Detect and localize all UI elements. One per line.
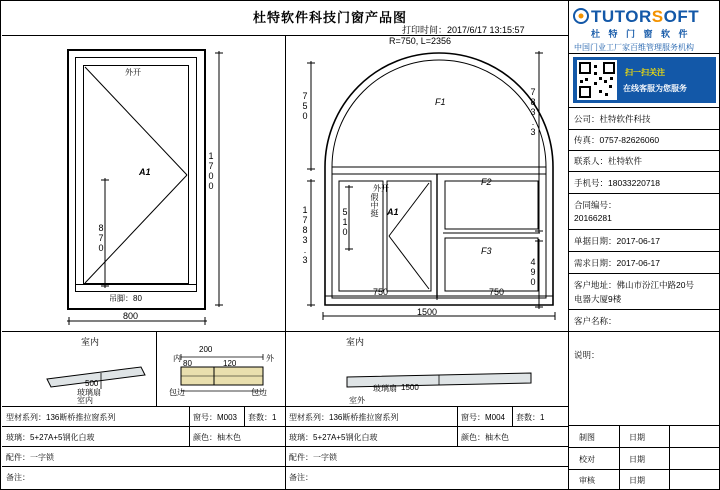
detail-left-glass-note: 玻璃扇 [77,388,101,397]
spec-col-line-l1 [189,406,190,446]
spec-left-r0c3: 套数：1 [248,413,277,422]
qr-line1: 扫一扫关注 [625,68,665,77]
spec-col-line-r1 [457,406,458,446]
detail-left-indoor: 室内 [81,337,100,347]
company-row-0: 公司：杜特软件科技 [574,114,651,124]
company-row-1: 传真：0757-82626060 [574,135,660,145]
right-f3-label: F3 [481,246,492,256]
company-row-5: 20166281 [574,213,612,223]
spec-right-r3c1: 备注： [289,473,313,482]
right-arc-label: R=750, L=2356 [389,36,452,46]
left-inner-top [75,57,197,58]
left-inner-bottom [75,291,197,292]
divider-detail-1 [156,331,157,406]
company-row-4: 合同编号： [574,200,617,210]
right-divider-10 [569,309,720,310]
divider-middle [285,35,286,331]
company-row-8: 客户地址：佛山市汾江中路20号 [574,280,694,290]
right-dim-750-top-label: 750 [300,91,310,121]
approval-date-0: 日期 [629,433,645,442]
spec-left-r0c1: 型材系列：136断桥推拉窗系列 [6,413,116,422]
right-divider-2 [569,107,720,108]
qr-code-icon[interactable] [577,60,617,100]
detail-top-dim: 200 [199,345,213,354]
right-divider-3 [569,129,720,130]
left-frame-top [67,49,205,51]
right-sash-label: A1 [387,207,399,217]
brand-logo-icon [573,7,589,25]
right-dim-750-right-label: 750 [489,287,505,297]
right-divider-12 [569,425,720,426]
detail-right-glass-note: 玻璃扇 [373,384,397,393]
company-row-7: 需求日期：2017-06-17 [574,258,660,268]
right-dim-490-label: 490 [528,257,538,287]
left-open-label: 外开 [125,68,141,77]
spec-col-line-r2 [512,406,513,426]
right-divider-9 [569,273,720,274]
right-fake-mullion-label: 假中挺 [370,193,379,217]
brand-tagline: 中国门业工厂家百维管理服务机构 [574,43,694,52]
company-row-2: 联系人：杜特软件 [574,156,643,166]
detail-inside-label: 内 [173,354,181,363]
spec-right-r1c1: 玻璃：5+27A+5钢化白玻 [289,433,378,442]
spec-left-r1c1: 玻璃：5+27A+5钢化白玻 [6,433,95,442]
approval-row-1 [569,447,720,448]
print-time: 打印时间：2017/6/17 13:15:57 [402,25,525,35]
right-divider-4 [569,150,720,151]
spec-right-r0c3: 套数：1 [516,413,545,422]
approval-label-1: 校对 [579,455,595,464]
right-open-label: 外开 [373,184,389,193]
company-row-10: 客户名称： [574,316,617,326]
right-dim-bottom-halves [319,289,559,303]
left-sash-label: A1 [139,167,151,177]
spec-left-r0c2: 窗号：M003 [193,413,238,422]
detail-right-section [341,363,541,397]
left-dim-sash-label: 870 [96,223,106,253]
spec-row-line-3 [2,466,568,467]
right-dim-510-label: 510 [340,207,350,237]
right-divider-1 [569,53,720,54]
approval-label-0: 制图 [579,433,595,442]
detail-right-dim-120: 120 [223,359,237,368]
spec-left-r2c1: 配件：一字锁 [6,453,54,462]
spec-row-line-1 [2,426,568,427]
right-divider-6 [569,193,720,194]
brand-logo-text: TUTORSOFT [591,7,700,26]
company-row-6: 单据日期：2017-06-17 [574,236,660,246]
left-foot-label: 吊脚：80 [109,294,142,303]
left-inner-right [196,57,197,292]
right-divider-11 [569,331,720,332]
detail-right-indoor: 室内 [346,337,365,347]
note-label: 说明： [574,350,600,360]
approval-row-2 [569,469,720,470]
spec-left-r1c2: 颜色：柚木色 [193,433,241,442]
detail-left-inside-note: 室内 [77,396,93,405]
divider-right-panel [568,1,569,490]
right-dim-750-left-label: 750 [373,287,389,297]
approval-col-1 [619,425,620,490]
spec-row-line-2 [2,446,568,447]
divider-spec-middle [285,406,286,490]
brand-name-cn: 杜 特 门 窗 软 件 [591,29,691,39]
detail-bottom-right-note: 包边 [251,388,267,397]
detail-left-dim-80: 80 [183,359,192,368]
left-frame-left [67,49,69,309]
right-divider-5 [569,171,720,172]
detail-left-dim: 500 [85,379,99,388]
spec-left-r3c1: 备注： [6,473,30,482]
right-divider-7 [569,229,720,230]
right-dim-1783-label: 1783.3 [300,205,310,265]
company-row-3: 手机号：18033220718 [574,178,661,188]
spec-col-line-l2 [244,406,245,426]
spec-right-r0c2: 窗号：M004 [461,413,506,422]
detail-bottom-left-note: 包边 [169,388,185,397]
left-frame-bottom [67,308,206,310]
divider-detail-2 [285,331,286,406]
right-dim-1500-label: 1500 [417,307,438,317]
right-dim-1500 [315,309,563,323]
right-window-outline [319,47,559,312]
spec-right-r0c1: 型材系列：136断桥推拉窗系列 [289,413,399,422]
company-row-9: 电器大厦9楼 [574,294,622,304]
detail-right-outdoor: 室外 [349,396,365,405]
spec-right-r1c2: 颜色：柚木色 [461,433,509,442]
page-title: 杜特软件科技门窗产品图 [253,10,408,25]
left-dim-height-label: 1700 [206,151,216,191]
detail-outside-label: 外 [266,354,274,363]
approval-date-2: 日期 [629,476,645,485]
left-inner-left [75,57,76,292]
right-f2-label: F2 [481,177,492,187]
left-dim-width-label: 800 [123,311,139,321]
approval-col-2 [669,425,670,490]
right-f1-label: F1 [435,97,446,107]
detail-right-dim: 1500 [401,383,419,392]
right-dim-783 [529,47,549,237]
approval-label-2: 审核 [579,476,595,485]
approval-date-1: 日期 [629,455,645,464]
spec-right-r2c1: 配件：一字锁 [289,453,337,462]
right-divider-8 [569,251,720,252]
qr-line2: 在线客服为您服务 [623,84,687,93]
right-dim-783-label: 783.3 [528,87,538,137]
